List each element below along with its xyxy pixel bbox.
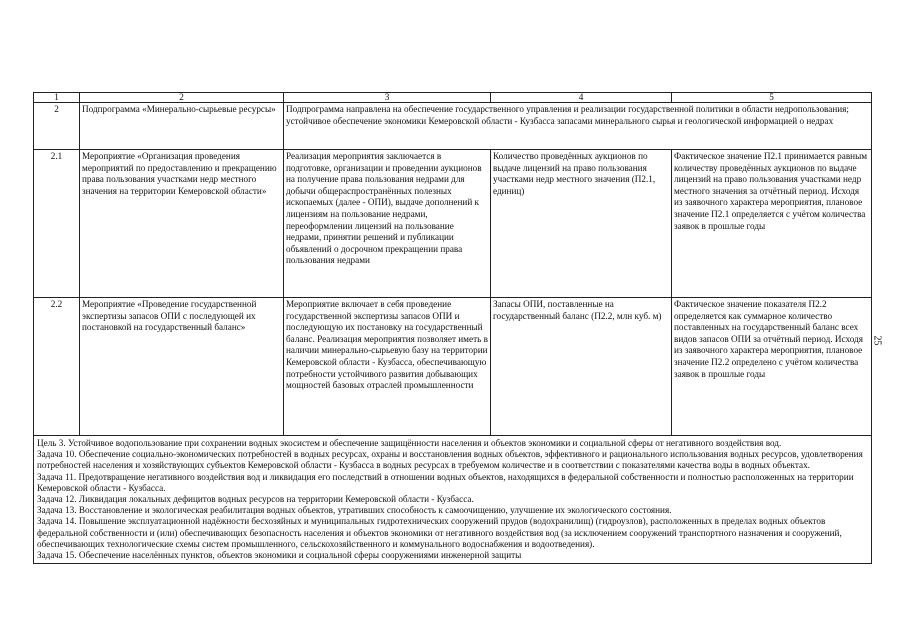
column-number: 4 [491, 93, 672, 103]
row-merged-description: Подпрограмма направлена на обеспечение государственного управления и реализации государственной политики в области недропользования; устойчивое обеспечение экономики Кемеровской области - Кузбасса запасами минерального сырья и геологической информацией о недрах [284, 103, 872, 150]
row-number: 2 [34, 103, 80, 150]
row-title: Подпрограмма «Минерально-сырьевые ресурсы» [80, 103, 284, 150]
row-method: Фактическое значение показателя П2.2 определяется как суммарное количество поставленных на государственный баланс всех видов запасов ОПИ за отчётный период. Исходя из заявочного характера мероприятия, плановое значение П2.2 определено с учётом количества заявок в прошлые годы [672, 298, 872, 436]
row-number: 2.2 [34, 298, 80, 436]
column-number: 2 [80, 93, 284, 103]
task-text: Задача 14. Повышение эксплуатационной надёжности бесхозяйных и муниципальных гидротехнических сооружений прудов (водохранилищ) (гидроузлов), расположенных в пределах водных объектов федеральной собственности и (или) обеспечивающих безопасность населения и объектов экономики от негативного воздействия вод (за исключением сооружений транспортного назначения и сооружений, обеспечивающих технологические схемы систем промышленного, сельскохозяйственного и коммунального водоснабжения и водоотведения). [37, 516, 842, 549]
row-number: 2.1 [34, 150, 80, 298]
row-indicator: Запасы ОПИ, поставленные на государственный баланс (П2.2, млн куб. м) [491, 298, 672, 436]
row-title: Мероприятие «Проведение государственной экспертизы запасов ОПИ с последующей их постановкой на государственный баланс» [80, 298, 284, 436]
goal-text: Цель 3. Устойчивое водопользование при сохранении водных экосистем и обеспечение защищённости населения и объектов экономики и социальной сферы от негативного воздействия вод. [37, 438, 782, 448]
task-text: Задача 15. Обеспечение населённых пунктов, объектов экономики и социальной сферы сооружениями инженерной защиты [37, 550, 522, 561]
table-row [34, 103, 872, 150]
table-row [34, 298, 872, 436]
column-number: 3 [284, 93, 491, 103]
goal-tasks-row [34, 436, 872, 564]
row-indicator: Количество проведённых аукционов по выдаче лицензий на право пользования участками недр местного значения (П2.1, единиц) [491, 150, 672, 298]
row-method: Фактическое значение П2.1 принимается равным количеству проведённых аукционов по выдаче лицензий на право пользования участками недр местного значения за отчётный период. Исходя из заявочного характера мероприятия, плановое значение П2.1 определяется с учётом количества заявок в прошлые годы [672, 150, 872, 298]
column-number-row [34, 93, 872, 103]
row-title: Мероприятие «Организация проведения мероприятий по предоставлению и прекращению права пользования участками недр местного значения на территории Кемеровской области» [80, 150, 284, 298]
page-number: 25 [871, 335, 883, 346]
row-description: Мероприятие включает в себя проведение государственной экспертизы запасов ОПИ и последующую их постановку на государственный баланс. Реализация мероприятия позволяет иметь в наличии минерально-сырьевую базу на территории Кемеровской области - Кузбасса, обеспечивающую потребности устойчивого развития добывающих мощностей базовых отраслей промышленности [284, 298, 491, 436]
row-description: Реализация мероприятия заключается в подготовке, организации и проведении аукционов на получение права пользования недрами для добычи общераспространённых полезных ископаемых (далее - ОПИ), выдаче дополнений к лицензиям на пользование недрами, переоформлении лицензий на пользование недрами, принятии решений и публикации объявлений о досрочном прекращении права пользования недрами [284, 150, 491, 298]
program-table [33, 92, 872, 564]
column-number: 5 [672, 93, 872, 103]
column-number: 1 [34, 93, 80, 103]
task-text: Задача 12. Ликвидация локальных дефицитов водных ресурсов на территории Кемеровской области - Кузбасса. [37, 494, 474, 505]
task-text: Задача 11. Предотвращение негативного воздействия вод и ликвидация его последствий в отношении водных объектов, находящихся в федеральной собственности и полностью расположенных на территории Кемеровской области - Кузбасса. [37, 471, 854, 493]
task-text: Задача 10. Обеспечение социально-экономических потребностей в водных ресурсах, охраны и восстановления водных объектов, эффективного и рационального использования водных ресурсов, удовлетворения потребностей населения и хозяйствующих субъектов Кемеровской области - Кузбасса в водных ресурсах в требуемом количестве и в соответствии с показателями качества воды в водных объектах. [37, 449, 863, 471]
goal-tasks-cell [34, 436, 872, 564]
table-row [34, 150, 872, 298]
task-text: Задача 13. Восстановление и экологическая реабилитация водных объектов, утративших способность к самоочищению, улучшение их экологического состояния. [37, 505, 672, 516]
